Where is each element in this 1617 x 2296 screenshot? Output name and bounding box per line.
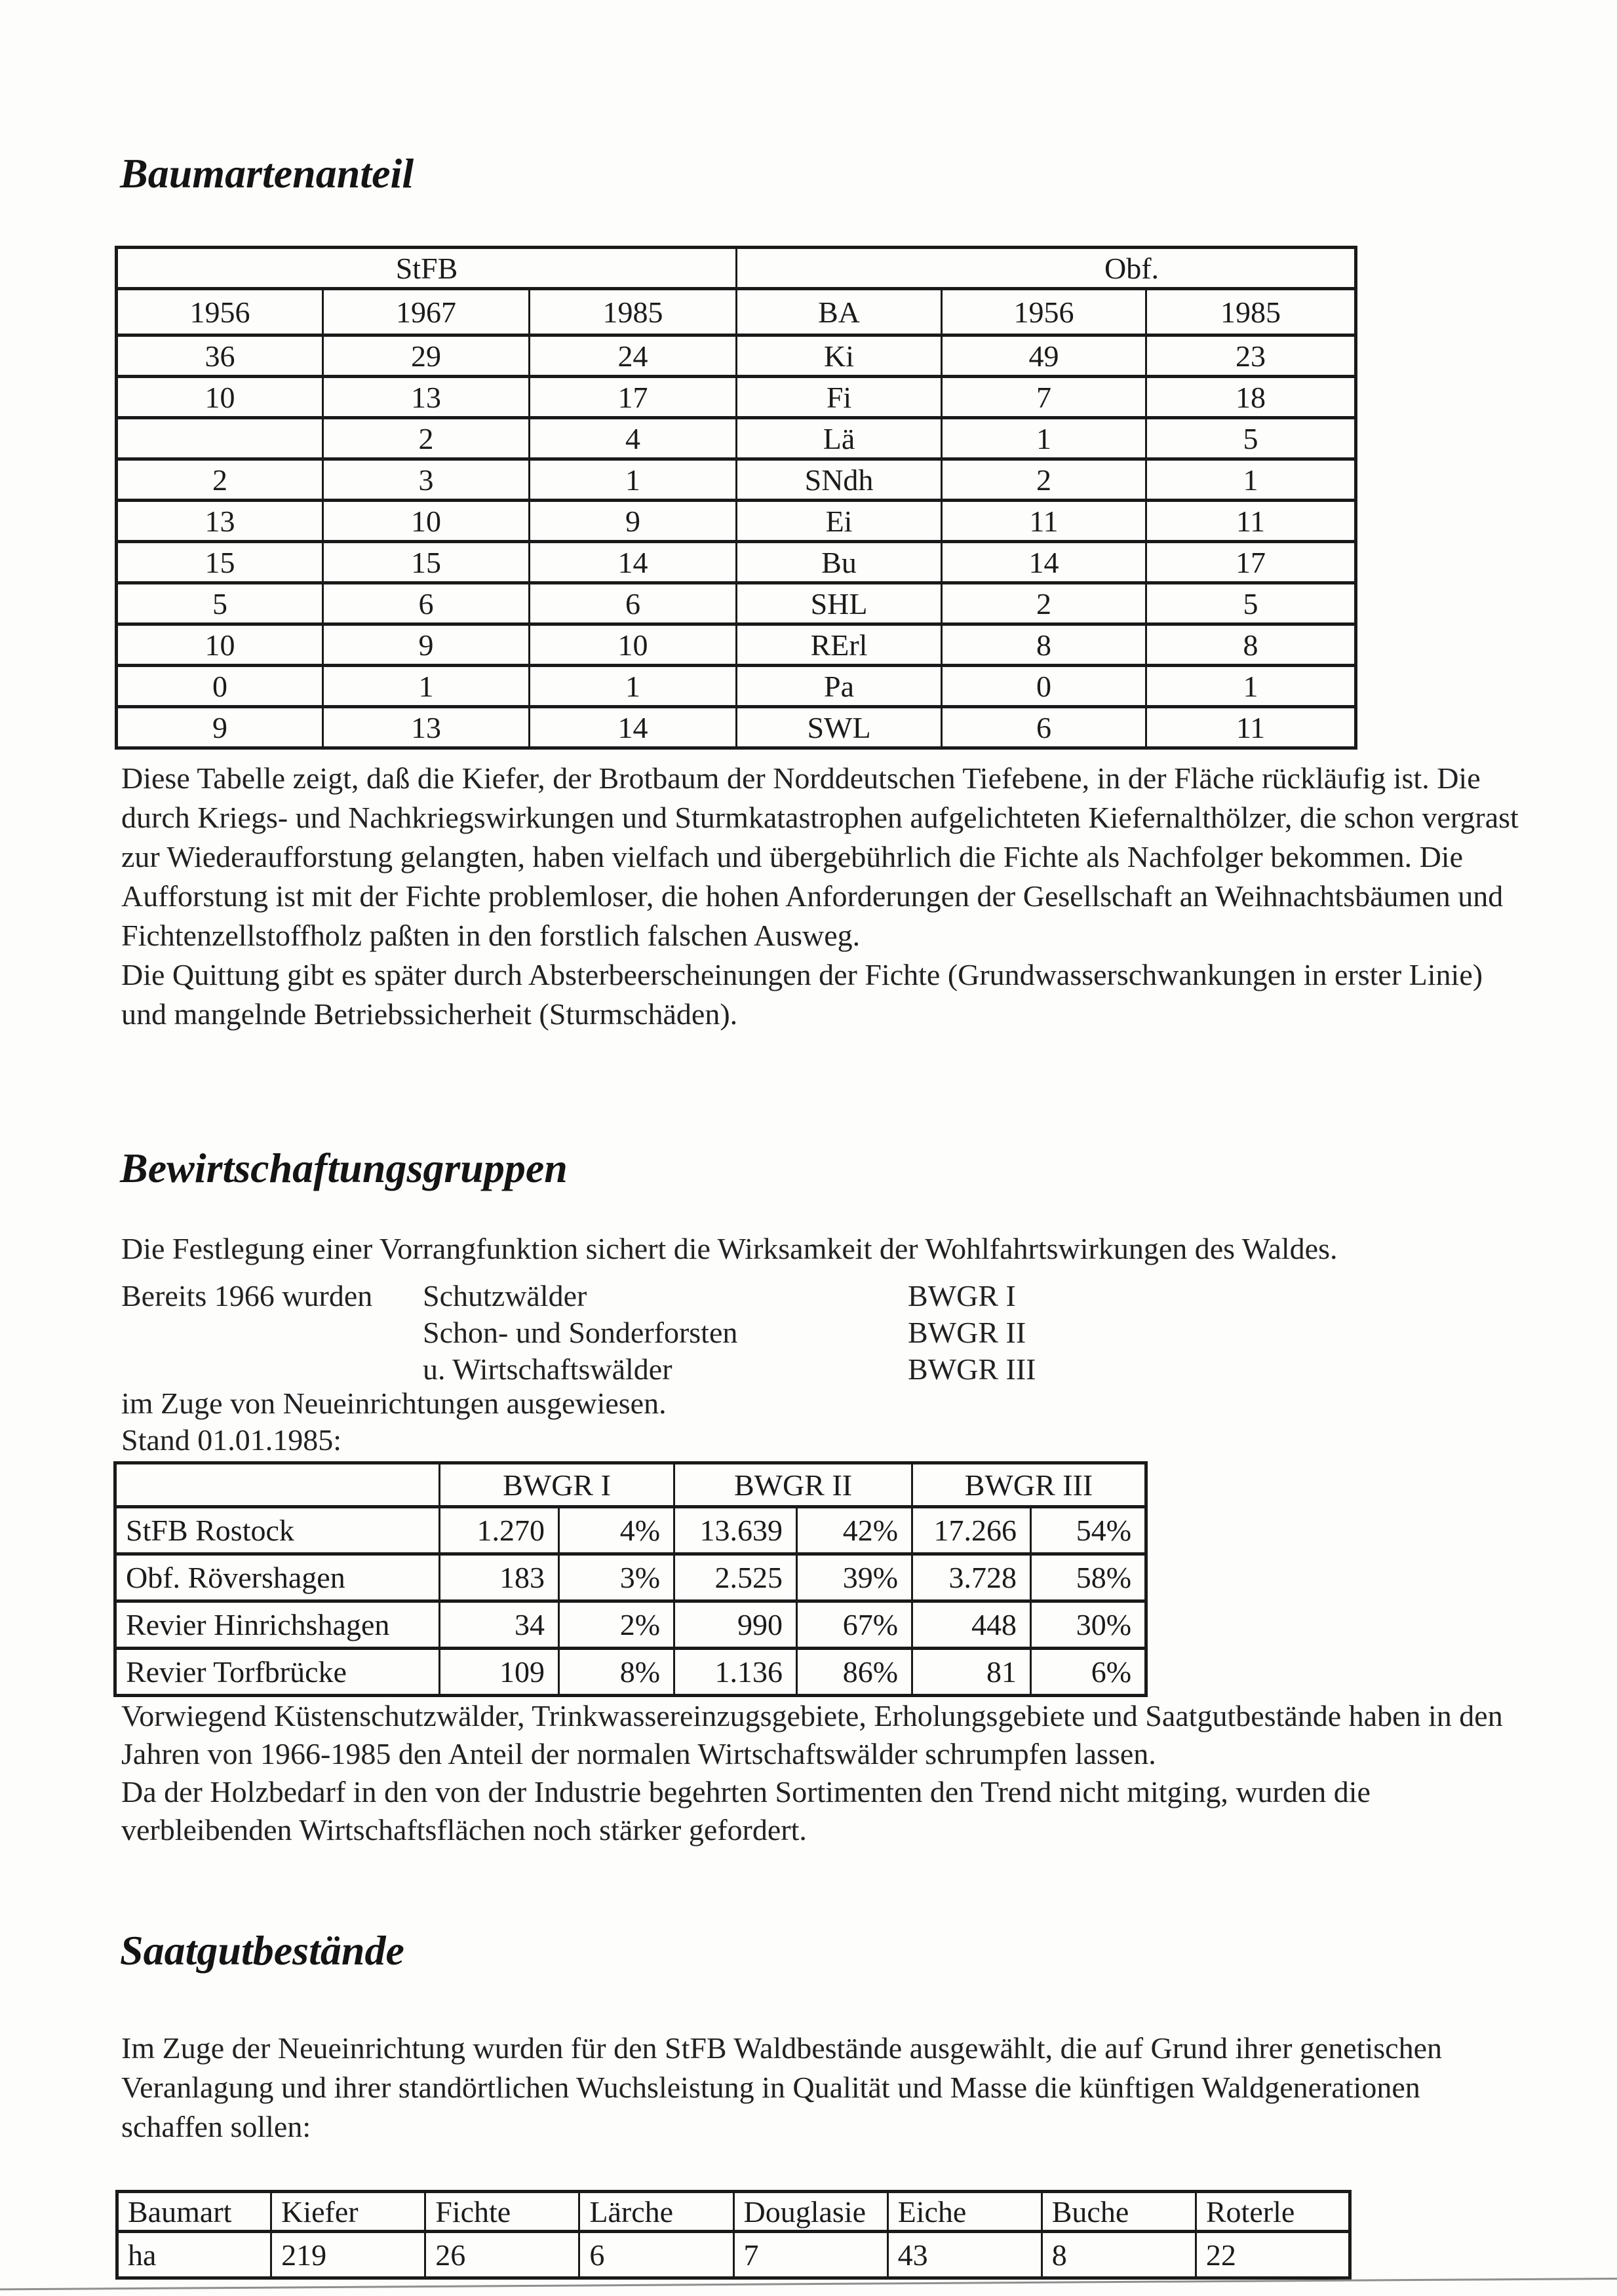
row-label: Revier Torfbrücke [115, 1649, 440, 1696]
table-cell: 5 [1146, 583, 1356, 624]
bwgr-group-code: BWGR III [908, 1352, 1036, 1386]
row-label: Revier Hinrichshagen [115, 1601, 440, 1649]
column-header: Baumart [117, 2192, 271, 2232]
table-cell: 81 [912, 1649, 1031, 1696]
column-header-bwgr1: BWGR I [440, 1463, 674, 1507]
table-cell: 0 [942, 666, 1146, 707]
saatgut-paragraph [121, 2029, 1524, 2147]
table-cell: 1 [942, 418, 1146, 459]
table-cell: 8 [1146, 624, 1356, 666]
table-cell: 1.270 [440, 1507, 559, 1554]
table-cell: 183 [440, 1554, 559, 1601]
table-cell: 7 [942, 377, 1146, 418]
table-cell: 109 [440, 1649, 559, 1696]
table-cell: 13.639 [674, 1507, 797, 1554]
paragraph-text: Da der Holzbedarf in den von der Industrie begehrten Sortimenten den Trend nicht mitging, wurden die verbleibenden Wirtschaftsflächen noch stärker gefordert. [121, 1775, 1371, 1846]
table-group-header-row [117, 248, 1356, 289]
group-header-obf [737, 248, 1356, 289]
table-cell: 14 [942, 542, 1146, 583]
table-cell: SNdh [737, 459, 942, 501]
table-cell: 448 [912, 1601, 1031, 1649]
table-header-row [117, 2192, 1350, 2232]
table-cell: 2 [942, 583, 1146, 624]
column-header: Fichte [425, 2192, 579, 2232]
column-header: Buche [1042, 2192, 1196, 2232]
bwgr-group-code: BWGR II [908, 1316, 1026, 1349]
table-cell: 5 [117, 583, 323, 624]
table-cell: Ei [737, 501, 942, 542]
table-cell: 9 [117, 707, 323, 748]
column-header-bwgr2: BWGR II [674, 1463, 912, 1507]
stand-date: Stand 01.01.1985: [121, 1423, 342, 1457]
bwgr-group-code: BWGR I [908, 1279, 1016, 1312]
table-cell: 3% [559, 1554, 674, 1601]
table-row [117, 624, 1356, 666]
table-cell: 1.136 [674, 1649, 797, 1696]
table-cell: SHL [737, 583, 942, 624]
table-cell: 13 [323, 707, 530, 748]
table-cell: 11 [1146, 501, 1356, 542]
baumartenanteil-table [115, 246, 1357, 750]
table-cell: 10 [323, 501, 530, 542]
table-row [117, 459, 1356, 501]
table-row [117, 418, 1356, 459]
bwgr-tail: im Zuge von Neueinrichtungen ausgewiesen. [121, 1387, 667, 1420]
table-cell: 15 [117, 542, 323, 583]
table-row [115, 1507, 1146, 1554]
bwgr-group-name: Schon- und Sonderforsten [423, 1316, 738, 1349]
table-row [117, 335, 1356, 377]
table-cell: 6 [530, 583, 737, 624]
table-cell: 15 [323, 542, 530, 583]
table-cell: 11 [1146, 707, 1356, 748]
table-cell: 2 [117, 459, 323, 501]
column-header: 1967 [323, 289, 530, 335]
paragraph-text: Im Zuge der Neueinrichtung wurden für den StFB Waldbestände ausgewählt, die auf Grund ihrer genetischen Veranlagung und ihrer standörtlichen Wuchsleistung in Qualität und Masse die künftigen Waldgenerationen schaffen sollen: [121, 2031, 1443, 2143]
table-cell: 11 [942, 501, 1146, 542]
table-cell: 1 [1146, 459, 1356, 501]
table-cell: 8 [942, 624, 1146, 666]
table-row [117, 707, 1356, 748]
table-cell: 29 [323, 335, 530, 377]
table-cell: 2.525 [674, 1554, 797, 1601]
table-cell: 8 [1042, 2232, 1196, 2278]
table-row [117, 501, 1356, 542]
table-cell: 3 [323, 459, 530, 501]
table-cell: 17 [530, 377, 737, 418]
table-cell: 6% [1031, 1649, 1146, 1696]
table-cell: 10 [530, 624, 737, 666]
bewirtschaftung-paragraph [121, 1697, 1537, 1849]
table-cell: 8% [559, 1649, 674, 1696]
table-cell: 1 [323, 666, 530, 707]
group-header-stfb [117, 248, 737, 289]
table-cell: 1 [530, 459, 737, 501]
table-cell: Ki [737, 335, 942, 377]
table-row [115, 1554, 1146, 1601]
row-label: Obf. Rövershagen [115, 1554, 440, 1601]
table-cell: 2 [323, 418, 530, 459]
table-cell [117, 418, 323, 459]
table-cell: 219 [271, 2232, 425, 2278]
table-cell: Lä [737, 418, 942, 459]
paragraph-text: Diese Tabelle zeigt, daß die Kiefer, der Brotbaum der Norddeutschen Tiefebene, in der Fläche rückläufig ist. Die durch Kriegs- und Nachkriegswirkungen und Sturmkatastrophen aufgelichteten Kiefernalthölzer, die schon vergrast zur Wiederaufforstung gelangten, haben vielfach und übergebührlich die Fichte als Nachfolger bekommen. Die Aufforstung ist mit der Fichte problemloser, die hohen Anforderungen der Gesellschaft an Weihnachtsbäumen und Fichtenzellstoffholz paßten in den forstlich falschen Ausweg. [121, 761, 1519, 952]
table-cell: 2 [942, 459, 1146, 501]
bwgr-group-name: Schutzwälder [423, 1279, 587, 1312]
table-cell: 7 [733, 2232, 887, 2278]
table-cell: 10 [117, 377, 323, 418]
table-cell: 17 [1146, 542, 1356, 583]
table-cell: 1 [530, 666, 737, 707]
table-cell: 13 [117, 501, 323, 542]
table-cell: 3.728 [912, 1554, 1031, 1601]
table-cell: 39% [797, 1554, 912, 1601]
table-header-row [117, 289, 1356, 335]
table-cell: 86% [797, 1649, 912, 1696]
table-cell: 13 [323, 377, 530, 418]
table-cell: 43 [887, 2232, 1042, 2278]
table-cell: 14 [530, 707, 737, 748]
column-header: Roterle [1196, 2192, 1350, 2232]
column-header-bwgr3: BWGR III [912, 1463, 1146, 1507]
table-cell: Pa [737, 666, 942, 707]
table-cell: 30% [1031, 1601, 1146, 1649]
table-header-row [115, 1463, 1146, 1507]
row-label: ha [117, 2232, 271, 2278]
empty-corner-cell [115, 1463, 440, 1507]
table-cell: 5 [1146, 418, 1356, 459]
column-header: 1956 [117, 289, 323, 335]
baumarten-paragraph [121, 759, 1524, 1034]
table-cell: 990 [674, 1601, 797, 1649]
table-cell: 2% [559, 1601, 674, 1649]
table-cell: Bu [737, 542, 942, 583]
bewirtschaftung-intro: Die Festlegung einer Vorrangfunktion sichert die Wirksamkeit der Wohlfahrtswirkungen des Waldes. [121, 1232, 1338, 1265]
table-cell: 18 [1146, 377, 1356, 418]
table-cell: 4 [530, 418, 737, 459]
table-row [117, 583, 1356, 624]
column-header: 1985 [1146, 289, 1356, 335]
table-cell: 10 [117, 624, 323, 666]
table-cell: SWL [737, 707, 942, 748]
table-cell: 14 [530, 542, 737, 583]
column-header: Kiefer [271, 2192, 425, 2232]
table-cell: 17.266 [912, 1507, 1031, 1554]
table-cell: 49 [942, 335, 1146, 377]
table-cell: Fi [737, 377, 942, 418]
column-header: Eiche [887, 2192, 1042, 2232]
group-header-obf-label: Obf. [1104, 251, 1159, 285]
table-cell: 34 [440, 1601, 559, 1649]
bewirtschaftungsgruppen-table [113, 1461, 1148, 1697]
column-header: BA [737, 289, 942, 335]
column-header: 1956 [942, 289, 1146, 335]
bwgr-group-name: u. Wirtschaftswälder [423, 1352, 672, 1386]
table-cell: 9 [323, 624, 530, 666]
table-row [117, 542, 1356, 583]
section-title-saatgutbestaende: Saatgutbestände [120, 1927, 404, 1974]
table-cell: 36 [117, 335, 323, 377]
table-cell: 42% [797, 1507, 912, 1554]
column-header: Douglasie [733, 2192, 887, 2232]
table-cell: 9 [530, 501, 737, 542]
table-cell: 24 [530, 335, 737, 377]
table-cell: 6 [579, 2232, 733, 2278]
table-cell: 54% [1031, 1507, 1146, 1554]
table-row [115, 1601, 1146, 1649]
paragraph-text: Vorwiegend Küstenschutzwälder, Trinkwassereinzugsgebiete, Erholungsgebiete und Saatgutbestände haben in den Jahren von 1966-1985 den Anteil der normalen Wirtschaftswälder schrumpfen lassen. [121, 1699, 1503, 1770]
bwgr-lead: Bereits 1966 wurden [121, 1279, 373, 1312]
paragraph-text: Die Quittung gibt es später durch Absterbeerscheinungen der Fichte (Grundwasserschwankungen in erster Linie) und mangelnde Betriebssicherheit (Sturmschäden). [121, 958, 1483, 1031]
row-label: StFB Rostock [115, 1507, 440, 1554]
table-cell: 0 [117, 666, 323, 707]
table-cell: 23 [1146, 335, 1356, 377]
table-cell: 4% [559, 1507, 674, 1554]
table-cell: RErl [737, 624, 942, 666]
table-cell: 67% [797, 1601, 912, 1649]
table-cell: 6 [323, 583, 530, 624]
table-row [115, 1649, 1146, 1696]
column-header: Lärche [579, 2192, 733, 2232]
table-cell: 22 [1196, 2232, 1350, 2278]
table-cell: 26 [425, 2232, 579, 2278]
column-header: 1985 [530, 289, 737, 335]
section-title-baumartenanteil: Baumartenanteil [120, 150, 414, 197]
table-cell: 1 [1146, 666, 1356, 707]
table-cell: 58% [1031, 1554, 1146, 1601]
table-row [117, 666, 1356, 707]
table-cell: 6 [942, 707, 1146, 748]
group-header-stfb-label: StFB [395, 251, 458, 285]
section-title-bewirtschaftungsgruppen: Bewirtschaftungsgruppen [120, 1145, 568, 1191]
table-row [117, 377, 1356, 418]
saatgut-table [115, 2190, 1352, 2280]
table-row [117, 2232, 1350, 2278]
